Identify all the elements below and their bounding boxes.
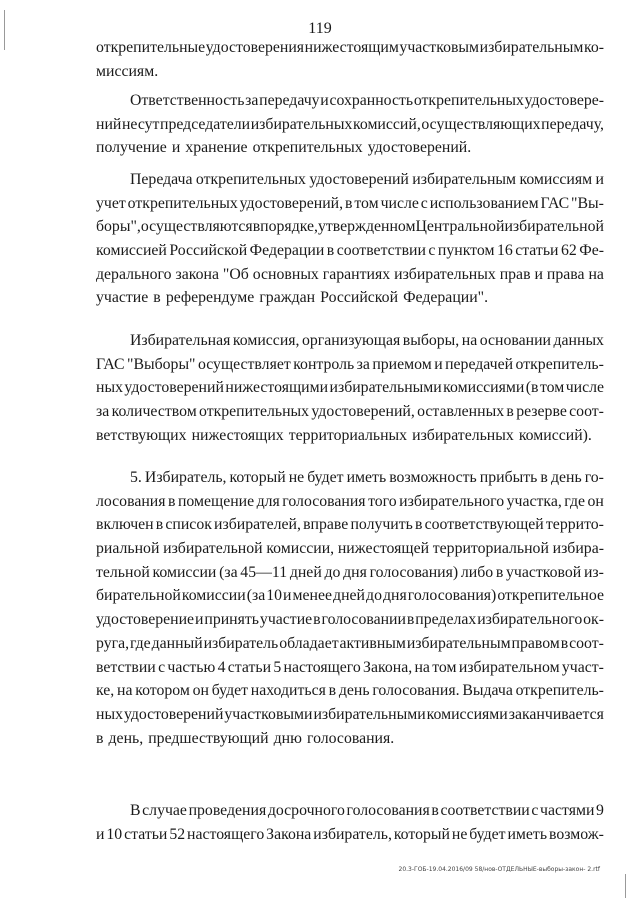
paragraph [96, 799, 604, 846]
text-line: открепительные удостоверения нижестоящим участковым избирательным ко- [96, 39, 604, 56]
text-line: включен в список избирателей, вправе получить в соответствующей террито- [96, 516, 604, 534]
text-line: В случае проведения досрочного голосования в соответствии с частями 9 [130, 802, 604, 819]
text-line: получение и хранение открепительных удостоверений. [96, 139, 472, 157]
paragraph [96, 89, 604, 160]
text-line: дерального закона "Об основных гарантиях избирательных прав и права на [96, 265, 604, 283]
text-line: и 10 статьи 52 настоящего Закона избиратель, который не будет иметь возмож- [96, 825, 604, 843]
text-line: риальной избирательной комиссии, нижестоящей территориальной избира- [96, 540, 604, 558]
text-line: ний несут председатели избирательных комиссий, осуществляющих передачу, [96, 115, 604, 133]
text-line: боры", осуществляются в порядке, утвержденном Центральной избирательной [96, 218, 604, 236]
text-line: ГАС "Выборы" осуществляет контроль за приемом и передачей открепитель- [96, 355, 604, 373]
text-line: ветствии с частью 4 статьи 5 настоящего Закона, на том избирательном участ- [96, 658, 604, 676]
paragraph [96, 329, 604, 447]
text-line: ных удостоверений участковыми избирательными комиссиями заканчивается [96, 705, 604, 723]
text-line: бирательной комиссии (за 10 и менее дней до дня голосования) открепительное [96, 587, 604, 605]
text-line: 5. Избиратель, который не будет иметь возможность прибыть в день го- [130, 469, 604, 486]
text-line: в день, предшествующий дню голосования. [96, 729, 395, 747]
scan-margin-mark-bottom [625, 874, 626, 898]
text-line: за количеством открепительных удостоверений, оставленных в резерве соот- [96, 403, 604, 421]
text-line: миссиям. [96, 62, 159, 80]
text-line: ке, на котором он будет находиться в день голосования. Выдача открепитель- [96, 682, 604, 700]
text-line: Ответственность за передачу и сохранность открепительных удостовере- [130, 92, 604, 109]
page-number: 119 [308, 20, 332, 37]
text-line: ветствующих нижестоящих территориальных избирательных комиссий). [96, 426, 592, 444]
text-line: комиссией Российской Федерации в соответствии с пунктом 16 статьи 62 Фе- [96, 242, 604, 260]
text-line: руга, где данный избиратель обладает активным избирательным правом в соот- [96, 634, 604, 652]
paragraph [96, 466, 604, 750]
paragraph [96, 36, 604, 83]
text-line: ных удостоверений нижестоящими избирательными комиссиями (в том числе [96, 379, 604, 397]
text-line: учет открепительных удостоверений, в том числе с использованием ГАС "Вы- [96, 194, 604, 212]
paragraph [96, 168, 604, 310]
text-line: тельной комиссии (за 45—11 дней до дня голосования) либо в участковой из- [96, 563, 604, 581]
text-line: Избирательная комиссия, организующая выборы, на основании данных [130, 332, 604, 349]
text-line: лосования в помещение для голосования того избирательного участка, где он [96, 492, 604, 510]
text-line: удостоверение и принять участие в голосовании в пределах избирательного ок- [96, 611, 604, 629]
text-line: Передача открепительных удостоверений избирательным комиссиям и [130, 171, 604, 188]
text-line: участие в референдуме граждан Российской Федерации". [96, 289, 489, 307]
file-footer: 20.3-ГОБ-19.04.2016/09 58/нов-ОТДЕЛЬНЫЕ-выборы-закон- 2.rtf [398, 866, 600, 873]
